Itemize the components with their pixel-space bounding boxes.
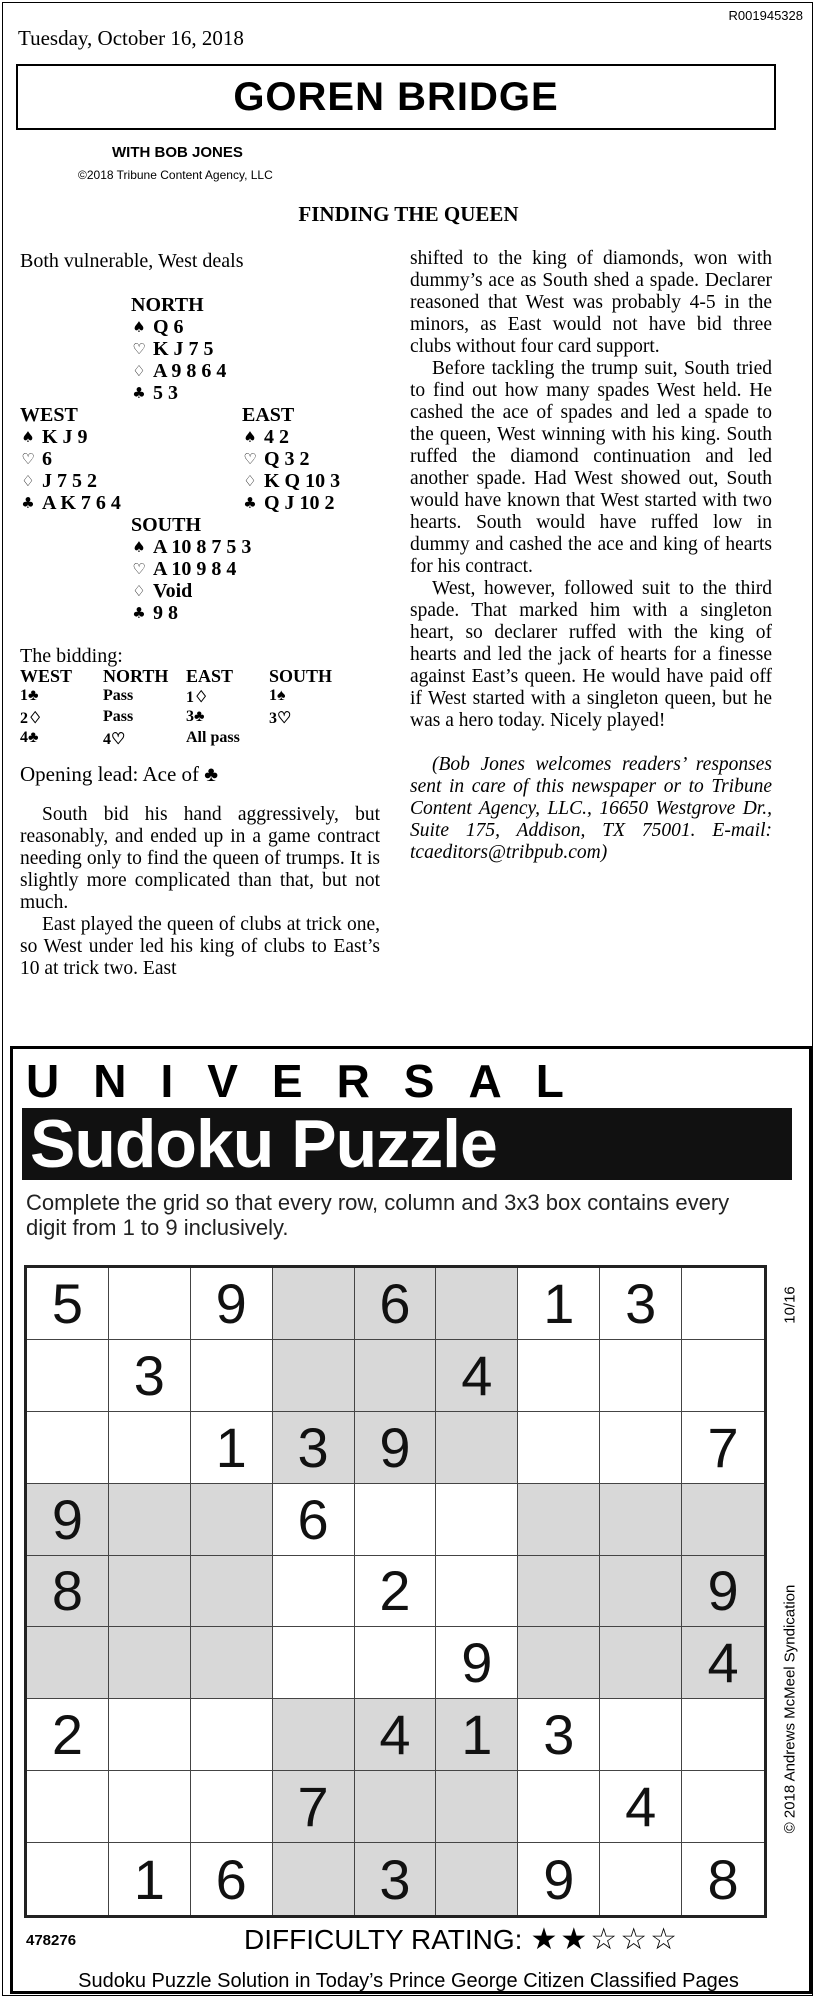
sudoku-cell[interactable]: 3 — [518, 1699, 600, 1771]
sudoku-cell[interactable] — [273, 1843, 355, 1915]
sudoku-cell[interactable] — [518, 1340, 600, 1412]
sudoku-cell[interactable] — [682, 1484, 764, 1556]
sudoku-cell[interactable] — [27, 1412, 109, 1484]
puzzle-id: 478276 — [26, 1932, 77, 1949]
bidding-header: EAST — [186, 666, 234, 686]
sudoku-cell[interactable] — [436, 1843, 518, 1915]
heart-icon: ♡ — [132, 340, 146, 358]
sudoku-cell[interactable] — [191, 1771, 273, 1843]
sudoku-cell[interactable] — [27, 1627, 109, 1699]
sudoku-cell[interactable]: 6 — [273, 1484, 355, 1556]
paragraph: East played the queen of clubs at trick one, so West under led his king of clubs to East’s 10 at trick two. East — [20, 914, 380, 979]
west-hearts: 6 — [42, 448, 52, 470]
sudoku-instructions: Complete the grid so that every row, column and 3x3 box contains every digit from 1 to 9 inclusively. — [26, 1190, 730, 1240]
paragraph: South bid his hand aggressively, but reasonably, and ended up in a game contract needing only to find the queen of trumps. It is slightly more complicated than that, but not much. — [20, 804, 380, 913]
sudoku-cell[interactable] — [191, 1484, 273, 1556]
spade-icon: ♠ — [21, 428, 35, 446]
sudoku-cell[interactable] — [436, 1771, 518, 1843]
hand-south — [131, 514, 251, 624]
hand-label: NORTH — [131, 294, 204, 316]
sudoku-cell[interactable] — [355, 1771, 437, 1843]
south-diamonds: Void — [153, 580, 193, 602]
bidding-row — [20, 687, 352, 708]
hand-north — [131, 294, 226, 404]
bid: 4♣ — [20, 729, 39, 746]
bid: 1♢ — [186, 689, 209, 706]
bid: 2♢ — [20, 710, 43, 727]
closing-note: (Bob Jones welcomes readers’ responses sent in care of this newspaper or to Tribune Content Agency, LLC., 16650 Westgrove Dr., Suite 175, Addison, TX 75001. E-mail: tcaeditors@tribpub.com) — [410, 754, 772, 863]
bid: All pass — [186, 729, 240, 746]
sudoku-cell[interactable]: 1 — [191, 1412, 273, 1484]
sudoku-cell[interactable]: 4 — [355, 1699, 437, 1771]
sudoku-cell[interactable]: 4 — [600, 1771, 682, 1843]
sudoku-cell[interactable] — [355, 1484, 437, 1556]
sudoku-cell[interactable]: 3 — [600, 1268, 682, 1340]
sudoku-cell[interactable] — [355, 1627, 437, 1699]
side-date-box — [768, 1265, 812, 1345]
sudoku-cell[interactable] — [273, 1627, 355, 1699]
sudoku-cell[interactable]: 8 — [707, 1847, 739, 1911]
north-spades: Q 6 — [153, 316, 184, 338]
article-body-left — [20, 804, 380, 980]
sudoku-cell[interactable]: 5 — [27, 1268, 109, 1340]
diamond-icon: ♢ — [132, 582, 146, 600]
heart-icon: ♡ — [21, 450, 35, 468]
sudoku-cell[interactable] — [191, 1340, 273, 1412]
heart-icon: ♡ — [243, 450, 257, 468]
sudoku-cell[interactable] — [27, 1340, 109, 1412]
empty-star-icon: ☆ — [590, 1922, 618, 1957]
bid: 1♣ — [20, 687, 39, 704]
sudoku-cell[interactable]: 7 — [273, 1771, 355, 1843]
south-hearts: A 10 9 8 4 — [153, 558, 237, 580]
sudoku-cell[interactable]: 9 — [191, 1268, 273, 1340]
sudoku-cell[interactable]: 6 — [355, 1268, 437, 1340]
sudoku-cell[interactable] — [109, 1268, 191, 1340]
sudoku-cell[interactable] — [682, 1268, 764, 1340]
diamond-icon: ♢ — [21, 472, 35, 490]
sudoku-cell[interactable] — [682, 1771, 764, 1843]
west-diamonds: J 7 5 2 — [42, 470, 97, 492]
article-title: FINDING THE QUEEN — [298, 202, 519, 226]
byline: WITH BOB JONES — [112, 144, 243, 161]
bid: 3♣ — [186, 708, 205, 725]
sudoku-cell[interactable]: 1 — [109, 1843, 191, 1915]
sudoku-cell[interactable] — [436, 1556, 518, 1628]
bidding-header-row — [20, 666, 352, 687]
sudoku-cell[interactable] — [682, 1699, 764, 1771]
sudoku-cell[interactable] — [600, 1627, 682, 1699]
sudoku-cell[interactable] — [600, 1484, 682, 1556]
sudoku-cell[interactable] — [436, 1484, 518, 1556]
sudoku-cell[interactable] — [27, 1843, 109, 1915]
sudoku-cell[interactable]: 3 — [355, 1843, 437, 1915]
heart-icon: ♡ — [132, 560, 146, 578]
sudoku-cell[interactable]: 7 — [682, 1412, 764, 1484]
club-icon: ♣ — [21, 494, 35, 512]
hand-label: EAST — [242, 404, 295, 426]
article-body-right — [410, 248, 772, 864]
sudoku-cell[interactable]: 8 — [27, 1556, 109, 1628]
bidding-header: SOUTH — [269, 666, 333, 686]
east-hearts: Q 3 2 — [264, 448, 310, 470]
sudoku-cell[interactable]: 3 — [273, 1412, 355, 1484]
club-icon: ♣ — [132, 604, 146, 622]
spade-icon: ♠ — [132, 318, 146, 336]
side-date: 10/16 — [781, 1286, 799, 1324]
copyright-notice: ©2018 Tribune Content Agency, LLC — [78, 168, 273, 182]
west-clubs: A K 7 6 4 — [42, 492, 121, 514]
side-copyright-box — [768, 1500, 812, 1918]
bidding-row — [20, 729, 352, 750]
bid — [269, 729, 352, 750]
difficulty-stars — [530, 1922, 677, 1957]
sudoku-cell[interactable]: 9 — [27, 1484, 109, 1556]
south-spades: A 10 8 7 5 3 — [153, 536, 252, 558]
sudoku-cell[interactable] — [273, 1268, 355, 1340]
publication-date: Tuesday, October 16, 2018 — [18, 26, 244, 50]
sudoku-cell[interactable] — [27, 1771, 109, 1843]
east-diamonds: K Q 10 3 — [264, 470, 341, 492]
sudoku-cell[interactable]: 1 — [518, 1268, 600, 1340]
club-icon: ♣ — [243, 494, 257, 512]
sudoku-cell[interactable] — [109, 1699, 191, 1771]
sudoku-cell[interactable]: 3 — [109, 1340, 191, 1412]
bidding-row — [20, 708, 352, 729]
bid: 3♡ — [269, 710, 292, 727]
sudoku-cell[interactable] — [600, 1699, 682, 1771]
sudoku-cell[interactable]: 2 — [27, 1699, 109, 1771]
sudoku-cell[interactable]: 4 — [682, 1627, 764, 1699]
sudoku-cell[interactable] — [682, 1340, 764, 1412]
sudoku-cell[interactable] — [436, 1268, 518, 1340]
universal-label: UNIVERSAL — [26, 1055, 598, 1107]
bid: Pass — [103, 708, 134, 725]
side-copyright: © 2018 Andrews McMeel Syndication — [781, 1584, 799, 1834]
difficulty-rating — [244, 1922, 677, 1957]
sudoku-cell[interactable] — [600, 1556, 682, 1628]
sudoku-cell[interactable] — [191, 1699, 273, 1771]
sudoku-cell[interactable]: 1 — [436, 1699, 518, 1771]
east-spades: 4 2 — [264, 426, 289, 448]
sudoku-cell[interactable] — [109, 1484, 191, 1556]
filled-star-icon: ★ — [530, 1922, 558, 1957]
sudoku-cell[interactable] — [273, 1556, 355, 1628]
sudoku-cell[interactable] — [436, 1412, 518, 1484]
empty-star-icon: ☆ — [620, 1922, 648, 1957]
sudoku-cell[interactable] — [518, 1484, 600, 1556]
sudoku-title: Sudoku Puzzle — [22, 1108, 792, 1180]
sudoku-cell[interactable] — [600, 1412, 682, 1484]
sudoku-cell[interactable] — [109, 1627, 191, 1699]
bid: Pass — [103, 687, 134, 704]
sudoku-cell[interactable] — [273, 1699, 355, 1771]
hand-label: WEST — [20, 404, 78, 426]
bidding-header: NORTH — [103, 666, 169, 686]
sudoku-cell[interactable] — [109, 1556, 191, 1628]
sudoku-cell[interactable]: 9 — [682, 1556, 764, 1628]
bidding-table — [20, 666, 352, 750]
document-code: R001945328 — [728, 8, 803, 23]
sudoku-footer: Sudoku Puzzle Solution in Today’s Prince George Citizen Classified Pages — [78, 1970, 739, 1992]
west-spades: K J 9 — [42, 426, 88, 448]
sudoku-cell[interactable]: 9 — [355, 1412, 437, 1484]
bidding-title: The bidding: — [20, 645, 123, 667]
sudoku-cell[interactable] — [600, 1340, 682, 1412]
diamond-icon: ♢ — [243, 472, 257, 490]
hand-east — [242, 404, 340, 514]
sudoku-cell[interactable] — [518, 1556, 600, 1628]
sudoku-cell[interactable] — [518, 1771, 600, 1843]
column-title: GOREN BRIDGE — [16, 64, 776, 130]
north-clubs: 5 3 — [153, 382, 178, 404]
sudoku-cell[interactable] — [109, 1771, 191, 1843]
paragraph: West, however, followed suit to the third spade. That marked him with a singleton heart, so declarer ruffed with the king of hearts and led the jack of hearts for a finesse against East’s queen. He would have paid off if West started with a singleton queen, but he was a hero today. Nicely played! — [410, 578, 772, 731]
diamond-icon: ♢ — [132, 362, 146, 380]
sudoku-cell[interactable]: 9 — [518, 1843, 600, 1915]
empty-star-icon: ☆ — [650, 1922, 677, 1957]
north-diamonds: A 9 8 6 4 — [153, 360, 227, 382]
sudoku-cell[interactable] — [355, 1340, 437, 1412]
bid: 4♡ — [103, 731, 126, 748]
paragraph: Before tackling the trump suit, South tried to find out how many spades West held. He cashed the ace of spades and led a spade to the queen, West winning with his king. South ruffed the diamond continuation and led another spade. Had West showed out, South would have known that West started with two hearts. South would have ruffed low in dummy and cashed the ace and king of hearts for his contract. — [410, 358, 772, 577]
filled-star-icon: ★ — [560, 1922, 588, 1957]
spade-icon: ♠ — [132, 538, 146, 556]
sudoku-cell[interactable] — [273, 1340, 355, 1412]
sudoku-cell[interactable]: 9 — [436, 1627, 518, 1699]
spade-icon: ♠ — [243, 428, 257, 446]
east-clubs: Q J 10 2 — [264, 492, 335, 514]
sudoku-cell[interactable]: 4 — [436, 1340, 518, 1412]
club-icon: ♣ — [132, 384, 146, 402]
sudoku-cell[interactable] — [109, 1412, 191, 1484]
opening-lead: Opening lead: Ace of ♣ — [20, 762, 219, 786]
sudoku-cell[interactable] — [518, 1412, 600, 1484]
sudoku-cell[interactable] — [600, 1843, 682, 1915]
vulnerability-line: Both vulnerable, West deals — [20, 250, 244, 272]
difficulty-label: DIFFICULTY RATING: — [244, 1923, 523, 1955]
north-hearts: K J 7 5 — [153, 338, 214, 360]
paragraph: shifted to the king of diamonds, won with dummy’s ace as South shed a spade. Declarer reasoned that West was probably 4-5 in the minors, as East would not have bid three clubs without four card support. — [410, 248, 772, 357]
hand-west — [20, 404, 121, 514]
sudoku-cell[interactable]: 2 — [355, 1556, 437, 1628]
sudoku-cell[interactable] — [518, 1627, 600, 1699]
south-clubs: 9 8 — [153, 602, 178, 624]
sudoku-cell[interactable] — [191, 1556, 273, 1628]
bidding-header: WEST — [20, 666, 73, 686]
sudoku-cell[interactable] — [191, 1627, 273, 1699]
sudoku-cell[interactable]: 6 — [191, 1843, 273, 1915]
bid: 1♠ — [269, 687, 286, 704]
sudoku-grid — [24, 1265, 767, 1918]
hand-label: SOUTH — [131, 514, 202, 536]
